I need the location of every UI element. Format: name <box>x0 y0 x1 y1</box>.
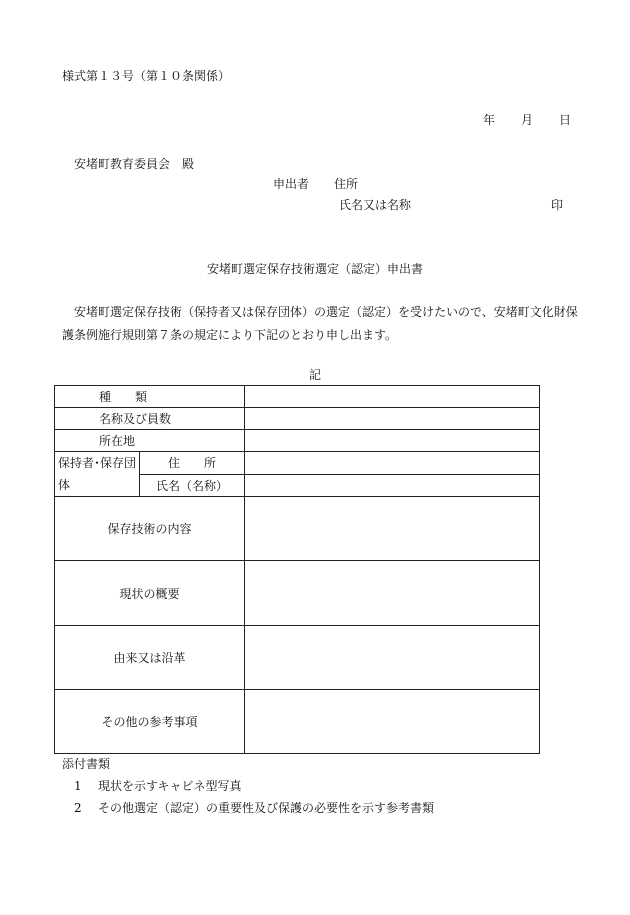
table-row <box>55 430 540 452</box>
application-table <box>54 385 540 754</box>
location-label-cell: 所在地 <box>55 430 245 452</box>
other-value-cell <box>245 690 540 754</box>
attachments-title: 添付書類 <box>62 757 111 771</box>
applicant-label: 申出者 <box>273 177 310 191</box>
attachment-item <box>74 800 434 816</box>
content-value-cell <box>245 497 540 561</box>
other-label-cell: その他の参考事項 <box>55 690 245 754</box>
table-row <box>55 561 540 626</box>
date-month-label: 月 <box>521 113 534 127</box>
addressee: 安堵町教育委員会 殿 <box>74 157 195 171</box>
type-label-cell: 種 類 <box>55 386 245 408</box>
address-label: 住所 <box>334 177 359 191</box>
name-members-value-cell <box>245 408 540 430</box>
name-label: 氏名又は名称 <box>339 198 412 212</box>
name-members-label-cell: 名称及び員数 <box>55 408 245 430</box>
attachment-number: 1 <box>74 779 82 793</box>
location-value-cell <box>245 430 540 452</box>
attachment-number: 2 <box>74 801 82 815</box>
applicant-line <box>273 176 358 192</box>
attachment-text: その他選定（認定）の重要性及び保護の必要性を示す参考書類 <box>98 801 435 815</box>
attachment-text: 現状を示すキャビネ型写真 <box>98 779 242 793</box>
table-row <box>55 386 540 408</box>
document-title: 安堵町選定保存技術選定（認定）申出書 <box>206 262 423 276</box>
type-value-cell <box>245 386 540 408</box>
content-label-cell: 保存技術の内容 <box>55 497 245 561</box>
table-row <box>55 408 540 430</box>
ki-label: 記 <box>308 368 321 382</box>
holder-name-label-cell: 氏名（名称） <box>140 474 245 497</box>
holder-name-value-cell <box>245 474 540 497</box>
attachment-item <box>74 778 242 794</box>
table-row <box>55 626 540 690</box>
holder-address-value-cell <box>245 452 540 475</box>
status-value-cell <box>245 561 540 626</box>
seal-label: 印 <box>551 198 564 212</box>
holder-address-label-cell: 住 所 <box>140 452 245 475</box>
holder-group-label-cell: 保持者･保存団体 <box>55 452 140 497</box>
date-day-label: 日 <box>559 113 572 127</box>
table-row <box>55 497 540 561</box>
form-number: 様式第１３号（第１０条関係） <box>62 69 231 83</box>
body-text: 安堵町選定保存技術（保持者又は保存団体）の選定（認定）を受けたいので、安堵町文化財保護条例施行規則第７条の規定により下記のとおり申し出ます。 <box>62 305 578 342</box>
date-year-label: 年 <box>483 113 496 127</box>
history-value-cell <box>245 626 540 690</box>
history-label-cell: 由来又は沿革 <box>55 626 245 690</box>
date-line <box>483 112 571 128</box>
status-label-cell: 現状の概要 <box>55 561 245 626</box>
table-row <box>55 690 540 754</box>
table-row <box>55 452 540 475</box>
